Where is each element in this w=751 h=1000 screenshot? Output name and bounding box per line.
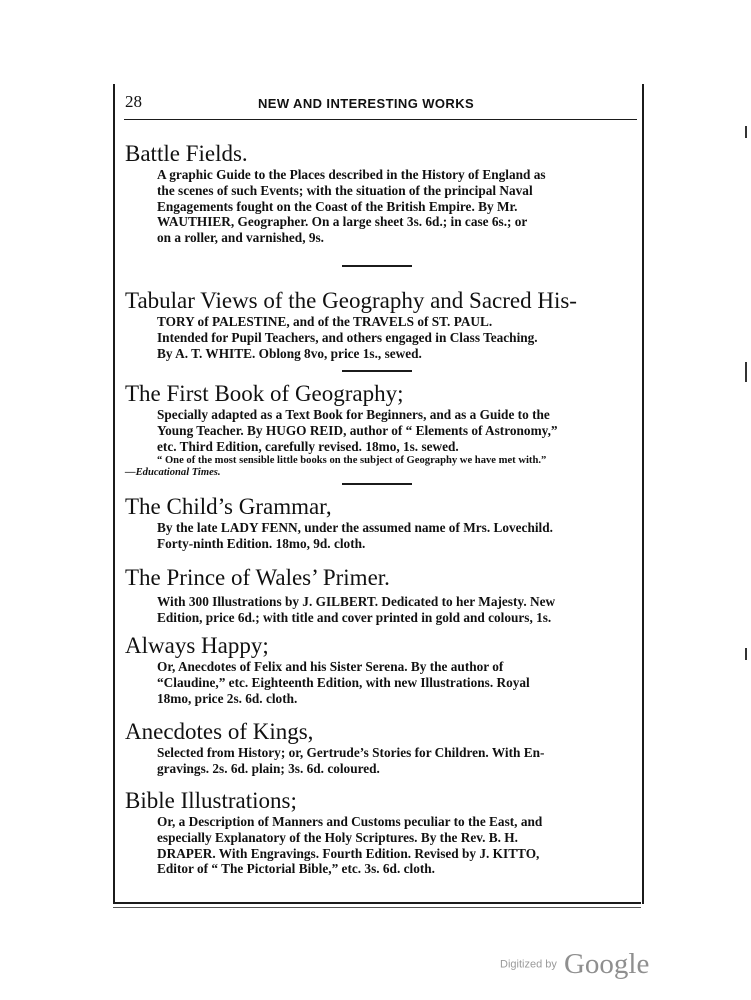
description-line: DRAPER. With Engravings. Fourth Edition. Revised by J. KITTO, <box>157 845 540 861</box>
entry <box>125 632 631 706</box>
page-header <box>125 92 633 114</box>
description-line: Intended for Pupil Teachers, and others engaged in Class Teaching. <box>157 329 538 345</box>
description-line: Or, a Description of Manners and Customs peculiar to the East, and <box>157 813 543 829</box>
description-line: By the late LADY FENN, under the assumed name of Mrs. Lovechild. <box>157 519 553 535</box>
quote-source: —Educational Times. <box>125 466 221 478</box>
description-line: Specially adapted as a Text Book for Beginners, and as a Guide to the <box>157 407 550 423</box>
entry-title: The Child’s Grammar, <box>125 493 332 519</box>
entry-description <box>157 314 631 361</box>
description-line: By A. T. WHITE. Oblong 8vo, price 1s., sewed. <box>157 345 422 361</box>
description-line: With 300 Illustrations by J. GILBERT. Dedicated to her Majesty. New <box>157 594 556 610</box>
description-line: “Claudine,” etc. Eighteenth Edition, with new Illustrations. Royal <box>157 674 530 690</box>
entry-description <box>157 407 631 454</box>
google-logo: Google <box>563 948 650 980</box>
description-line: Edition, price 6d.; with title and cover printed in gold and colours, 1s. <box>157 610 552 626</box>
entry-description <box>157 659 631 706</box>
bottom-rule <box>113 902 641 904</box>
description-line: Editor of “ The Pictorial Bible,” etc. 3s. 6d. cloth. <box>157 861 435 877</box>
entry <box>125 287 631 361</box>
entry-description <box>157 520 631 552</box>
entry-description <box>157 594 631 626</box>
entry-title: Bible Illustrations; <box>125 787 297 813</box>
description-line: WAUTHIER, Geographer. On a large sheet 3s. 6d.; in case 6s.; or <box>157 214 528 230</box>
description-line: TORY of PALESTINE, and of the TRAVELS of ST. PAUL. <box>157 313 493 329</box>
quote-text: “ One of the most sensible little books on the subject of Geography we have met with.” <box>157 454 547 466</box>
description-line: Selected from History; or, Gertrude’s Stories for Children. With En- <box>157 745 545 761</box>
entry-title: Tabular Views of the Geography and Sacred His- <box>125 287 577 313</box>
section-divider <box>342 370 412 372</box>
entry <box>125 140 631 246</box>
bottom-rule-thin <box>113 907 641 908</box>
description-line: etc. Third Edition, carefully revised. 18mo, 1s. sewed. <box>157 438 459 454</box>
description-line: the scenes of such Events; with the situation of the principal Naval <box>157 182 533 198</box>
description-line: especially Explanatory of the Holy Scriptures. By the Rev. B. H. <box>157 829 518 845</box>
entry <box>125 564 631 626</box>
description-line: gravings. 2s. 6d. plain; 3s. 6d. coloured. <box>157 761 380 777</box>
description-line: Young Teacher. By HUGO REID, author of “ Elements of Astronomy,” <box>157 423 558 439</box>
entries-list <box>125 128 631 877</box>
entry <box>125 380 631 478</box>
section-divider <box>342 483 412 485</box>
entry-description <box>157 814 631 877</box>
margin-mark <box>745 648 747 660</box>
description-line: A graphic Guide to the Places described in the History of England as <box>157 167 546 182</box>
entry <box>125 787 631 877</box>
entry-title: Always Happy; <box>125 632 269 658</box>
entry-title: Battle Fields. <box>125 141 248 166</box>
entry-description <box>157 167 631 246</box>
margin-mark <box>745 126 747 138</box>
page-number: 28 <box>125 92 142 111</box>
entry <box>125 718 631 777</box>
review-quote <box>125 454 631 479</box>
description-line: Engagements fought on the Coast of the British Empire. By Mr. <box>157 198 518 214</box>
description-line: Or, Anecdotes of Felix and his Sister Serena. By the author of <box>157 658 504 674</box>
section-divider <box>342 265 412 267</box>
watermark-prefix: Digitized by <box>500 958 557 971</box>
running-head: NEW AND INTERESTING WORKS <box>258 96 475 111</box>
entry-description <box>157 745 631 777</box>
entry-title: The Prince of Wales’ Primer. <box>125 565 390 591</box>
digitized-watermark <box>500 948 649 981</box>
entry-title: Anecdotes of Kings, <box>125 719 314 745</box>
entry <box>125 493 631 552</box>
header-rule <box>124 119 637 120</box>
description-line: 18mo, price 2s. 6d. cloth. <box>157 690 298 706</box>
description-line: on a roller, and varnished, 9s. <box>157 230 324 246</box>
entry-title: The First Book of Geography; <box>125 381 404 407</box>
description-line: Forty-ninth Edition. 18mo, 9d. cloth. <box>157 535 366 551</box>
margin-mark <box>745 362 747 382</box>
